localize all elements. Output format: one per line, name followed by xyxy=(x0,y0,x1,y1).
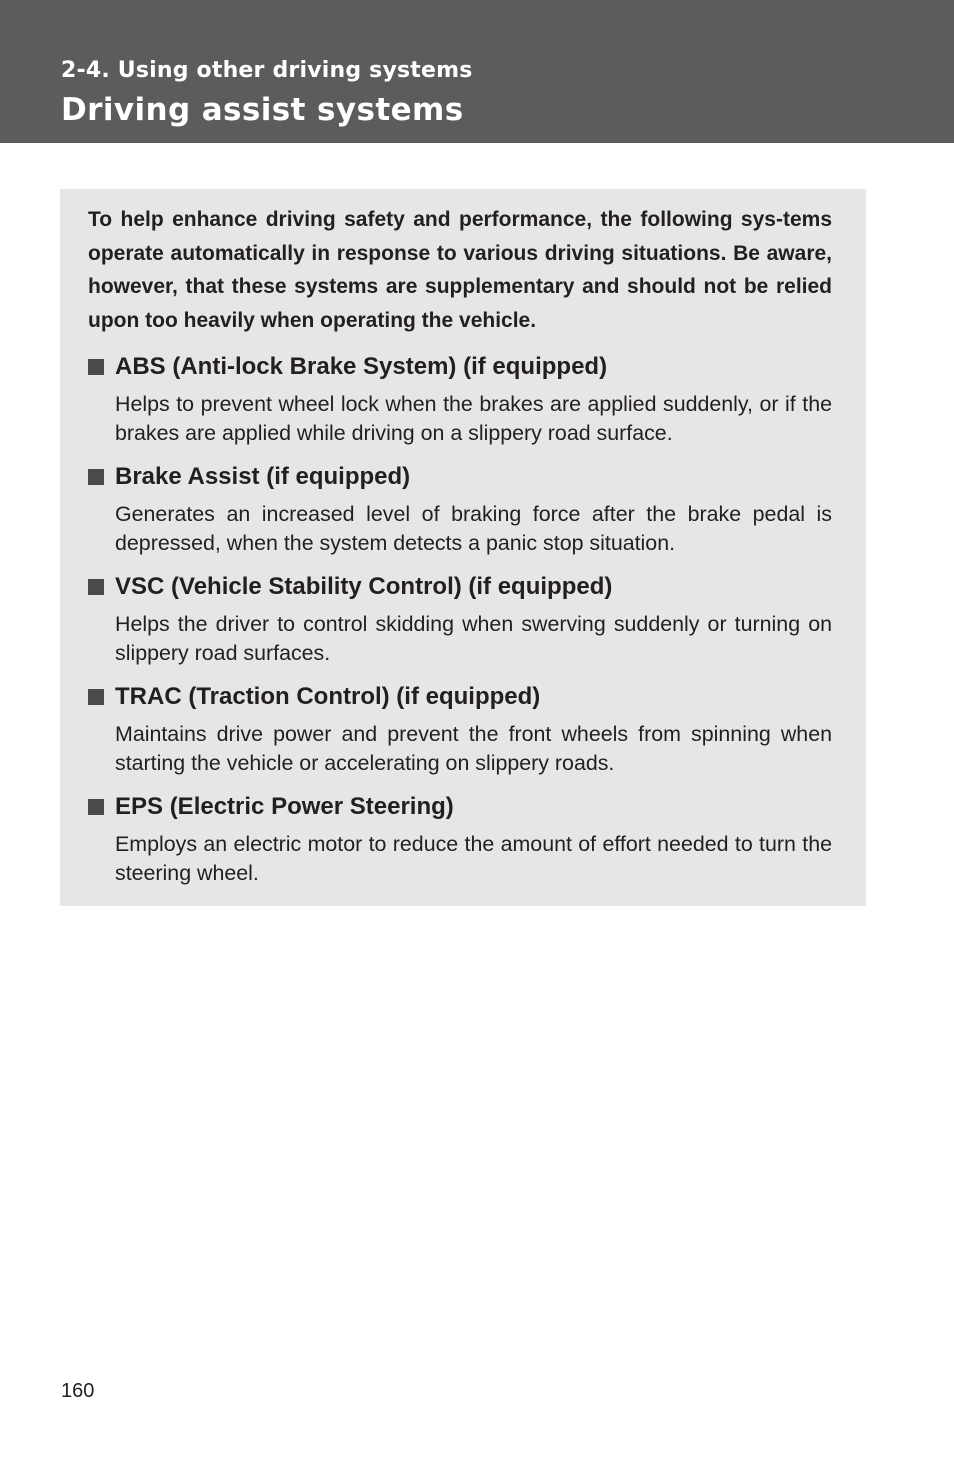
system-item-eps xyxy=(88,792,832,888)
system-item-brake-assist xyxy=(88,462,832,558)
section-label: 2-4. Using other driving systems xyxy=(61,58,473,83)
intro-text: To help enhance driving safety and performance, the following sys-tems operate automatically in response to various driving situations. Be aware, however, that these systems are supplementary and should not be relied upon too heavily when operating the vehicle. xyxy=(88,208,832,333)
system-item-vsc xyxy=(88,572,832,668)
item-heading xyxy=(88,792,832,822)
item-heading xyxy=(88,352,832,382)
item-heading-text: VSC (Vehicle Stability Control) (if equipped) xyxy=(115,572,613,600)
item-description: Helps the driver to control skidding when swerving suddenly or turning on slippery road surfaces. xyxy=(115,611,832,665)
square-bullet-icon xyxy=(88,359,104,375)
item-heading-text: Brake Assist (if equipped) xyxy=(115,462,411,490)
square-bullet-icon xyxy=(88,579,104,595)
item-heading-text: ABS (Anti-lock Brake System) (if equipped) xyxy=(115,352,608,380)
item-description: Helps to prevent wheel lock when the brakes are applied suddenly, or if the brakes are applied while driving on a slippery road surface. xyxy=(115,391,832,445)
item-heading xyxy=(88,572,832,602)
item-heading-text: EPS (Electric Power Steering) xyxy=(115,792,454,820)
item-description: Generates an increased level of braking force after the brake pedal is depressed, when the system detects a panic stop situation. xyxy=(115,501,832,555)
square-bullet-icon xyxy=(88,799,104,815)
item-heading-text: TRAC (Traction Control) (if equipped) xyxy=(115,682,541,710)
item-heading xyxy=(88,682,832,712)
item-description: Employs an electric motor to reduce the amount of effort needed to turn the steering wheel. xyxy=(115,831,832,885)
system-item-trac xyxy=(88,682,832,778)
system-item-abs xyxy=(88,352,832,448)
info-panel xyxy=(60,189,866,906)
page-number: 160 xyxy=(61,1380,95,1402)
page-header xyxy=(0,0,954,143)
page-title: Driving assist systems xyxy=(61,92,464,128)
square-bullet-icon xyxy=(88,689,104,705)
item-description: Maintains drive power and prevent the front wheels from spinning when starting the vehicle or accelerating on slippery roads. xyxy=(115,721,832,775)
square-bullet-icon xyxy=(88,469,104,485)
item-heading xyxy=(88,462,832,492)
